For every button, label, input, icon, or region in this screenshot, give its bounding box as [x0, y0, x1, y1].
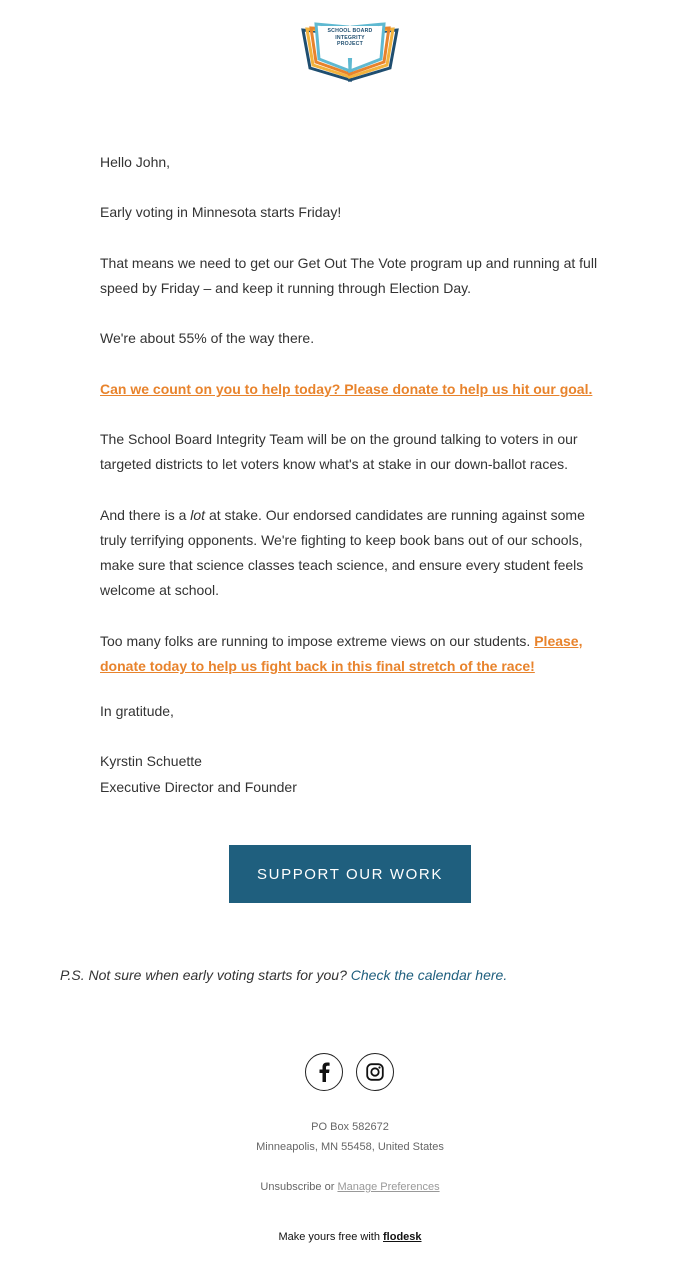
- stakes-emphasis: lot: [190, 507, 206, 523]
- signature-name: Kyrstin Schuette: [100, 753, 202, 769]
- closing: In gratitude,: [100, 703, 174, 719]
- calendar-link[interactable]: Check the calendar here.: [350, 967, 508, 983]
- stakes-text-b: at stake. Our endorsed candidates are running against some truly terrifying opponents. We're fighting to keep book bans out of our schools, make sure that science classes teach science, and ensure every student feels welcome at school.: [100, 507, 585, 598]
- facebook-icon: [317, 1062, 331, 1082]
- donate-goal-link[interactable]: Can we count on you to help today? Please donate to help us hit our goal.: [100, 381, 593, 397]
- paragraph-donate-link: [100, 377, 610, 402]
- paragraph-extreme-views: [100, 629, 610, 679]
- logo-line-1: SCHOOL BOARD: [327, 28, 373, 34]
- footer-po-box: PO Box 582672: [311, 1121, 389, 1133]
- paragraph-team: The School Board Integrity Team will be on the ground talking to voters in our targeted districts to let voters know what's at stake in our down-ballot races.: [100, 431, 578, 472]
- signature-title: Executive Director and Founder: [100, 779, 297, 795]
- paragraph-gotv: That means we need to get our Get Out The Vote program up and running at full speed by Friday – and keep it running through Election Day.: [100, 255, 598, 296]
- paragraph-progress: We're about 55% of the way there.: [100, 330, 315, 346]
- extreme-views-text: Too many folks are running to impose extreme views on our students.: [100, 633, 535, 649]
- paragraph-stakes: [100, 503, 610, 603]
- made-with-flodesk: [0, 1230, 700, 1244]
- flodesk-link[interactable]: flodesk: [383, 1231, 422, 1243]
- footer-or: or: [321, 1181, 338, 1193]
- greeting: Hello John,: [100, 154, 171, 170]
- manage-preferences-link[interactable]: Manage Preferences: [337, 1181, 440, 1193]
- footer-preferences: [0, 1180, 700, 1194]
- postscript-text: P.S. Not sure when early voting starts for you?: [60, 967, 351, 983]
- postscript: [60, 963, 660, 987]
- logo-line-2: INTEGRITY: [335, 34, 365, 41]
- donate-fight-back-link[interactable]: Please, donate today to help us fight back in this final stretch of the race!: [100, 633, 583, 674]
- facebook-button[interactable]: [305, 1053, 343, 1091]
- paragraph-early-voting: Early voting in Minnesota starts Friday!: [100, 204, 342, 220]
- logo-line-3: PROJECT: [337, 41, 363, 48]
- unsubscribe-link[interactable]: Unsubscribe: [260, 1181, 322, 1193]
- footer-address: Minneapolis, MN 55458, United States: [256, 1141, 444, 1153]
- stakes-text-a: And there is a: [100, 507, 191, 523]
- made-with-text: Make yours free with: [278, 1231, 384, 1243]
- logo-text: [300, 28, 400, 48]
- instagram-icon: [366, 1063, 384, 1081]
- school-board-integrity-logo: [300, 18, 400, 88]
- instagram-button[interactable]: [356, 1053, 394, 1091]
- support-our-work-button[interactable]: SUPPORT OUR WORK: [229, 845, 471, 903]
